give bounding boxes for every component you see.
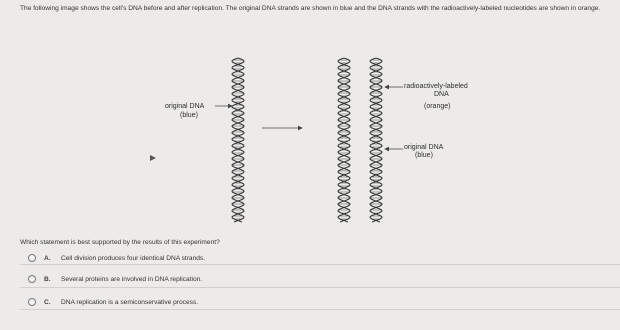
radio-dna-label-2: DNA xyxy=(434,91,449,98)
question-text: Which statement is best supported by the results of this experiment? xyxy=(20,239,220,246)
orig-dna-sublabel-right: (blue) xyxy=(415,152,433,159)
radio-dna-label: radioactively-labeled xyxy=(404,83,468,90)
orig-dna-label-right: original DNA xyxy=(404,144,444,151)
choice-a[interactable] xyxy=(28,252,205,264)
original-double-helix xyxy=(232,58,244,222)
choice-letter: A. xyxy=(44,254,51,262)
original-dna-sublabel: (blue) xyxy=(180,112,198,119)
radio-a[interactable] xyxy=(28,254,36,262)
radio-dna-sublabel: (orange) xyxy=(424,103,451,110)
intro-text: The following image shows the cell's DNA before and after replication. The original DNA strands are shown in blue and the DNA strands with the radioactively-labeled nucleotides are shown in orange. xyxy=(20,5,601,12)
choice-b[interactable] xyxy=(28,273,202,285)
choice-text: Cell division produces four identical DNA strands. xyxy=(61,254,206,262)
choice-letter: B. xyxy=(44,275,51,283)
mouse-cursor-icon xyxy=(150,155,156,161)
divider xyxy=(20,264,620,265)
choice-c[interactable] xyxy=(28,296,198,308)
choice-text: DNA replication is a semiconservative process. xyxy=(61,298,199,306)
choice-text: Several proteins are involved in DNA replication. xyxy=(61,275,203,283)
radio-c[interactable] xyxy=(28,298,36,306)
divider xyxy=(20,287,620,288)
choice-letter: C. xyxy=(44,298,51,306)
original-dna-label: original DNA xyxy=(165,103,205,110)
divider xyxy=(20,309,620,310)
daughter-helix-right xyxy=(370,58,382,222)
daughter-helix-left xyxy=(338,58,350,222)
radio-b[interactable] xyxy=(28,275,36,283)
